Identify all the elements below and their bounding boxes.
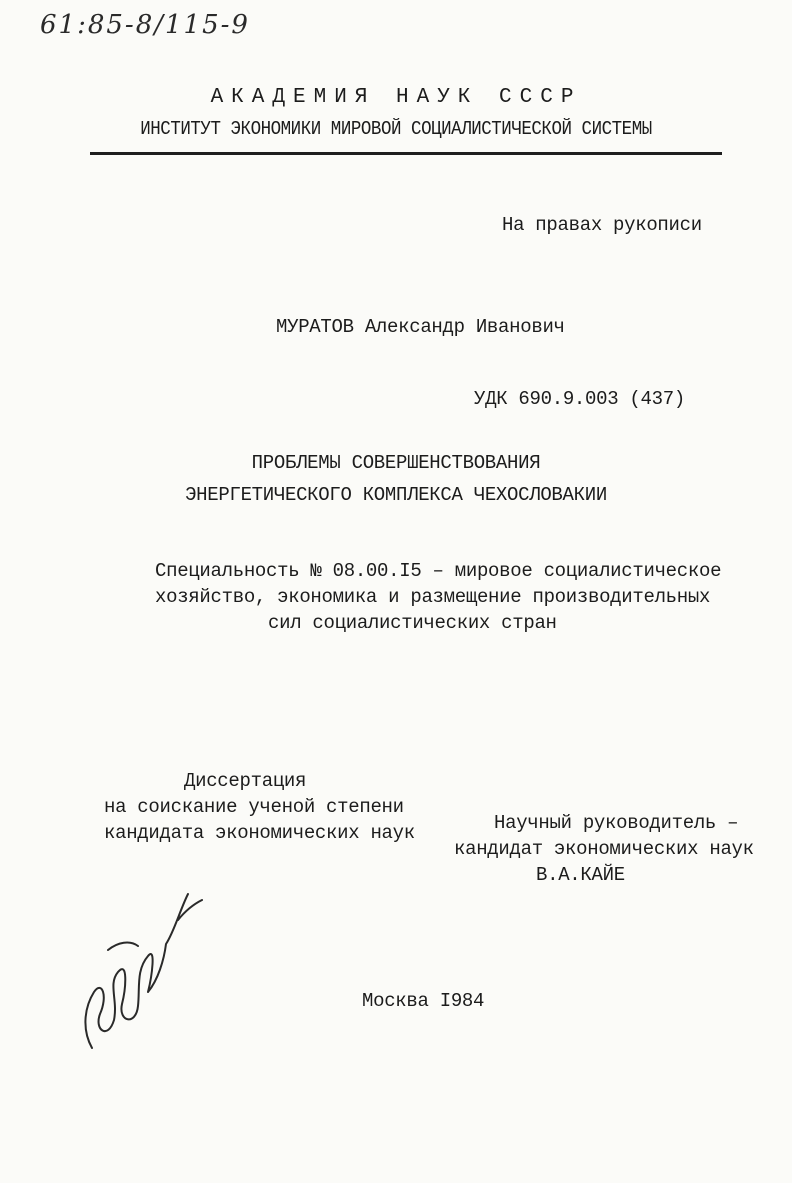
header-divider (90, 152, 722, 155)
city-year: Москва I984 (362, 990, 485, 1012)
specialty-line-1: Специальность № 08.00.I5 – мировое социалистическое (155, 560, 722, 582)
academy-name: АКАДЕМИЯ НАУК СССР (210, 86, 582, 109)
dissertation-line-2: на соискание ученой степени (104, 796, 404, 818)
rights-note: На правах рукописи (502, 214, 702, 236)
supervisor-line-1: Научный руководитель – (494, 812, 739, 834)
dissertation-line-3: кандидата экономических наук (104, 822, 415, 844)
dissertation-line-1: Диссертация (184, 770, 307, 792)
supervisor-line-2: кандидат экономических наук (454, 838, 754, 860)
title-line-1: ПРОБЛЕМЫ СОВЕРШЕНСТВОВАНИЯ (251, 452, 541, 474)
specialty-line-2: хозяйство, экономика и размещение производительных (155, 586, 711, 608)
handwritten-archive-code: 61:85-8/115-9 (40, 10, 250, 40)
author-name: МУРАТОВ Александр Иванович (276, 316, 565, 338)
supervisor-line-3: В.А.КАЙЕ (536, 864, 625, 886)
title-line-2: ЭНЕРГЕТИЧЕСКОГО КОМПЛЕКСА ЧЕХОСЛОВАКИИ (185, 484, 607, 506)
udk-code: УДК 690.9.003 (437) (474, 388, 685, 410)
specialty-line-3: сил социалистических стран (268, 612, 557, 634)
handwritten-signature (78, 880, 208, 1060)
institute-name: ИНСТИТУТ ЭКОНОМИКИ МИРОВОЙ СОЦИАЛИСТИЧЕСКОЙ СИСТЕМЫ (140, 118, 652, 140)
